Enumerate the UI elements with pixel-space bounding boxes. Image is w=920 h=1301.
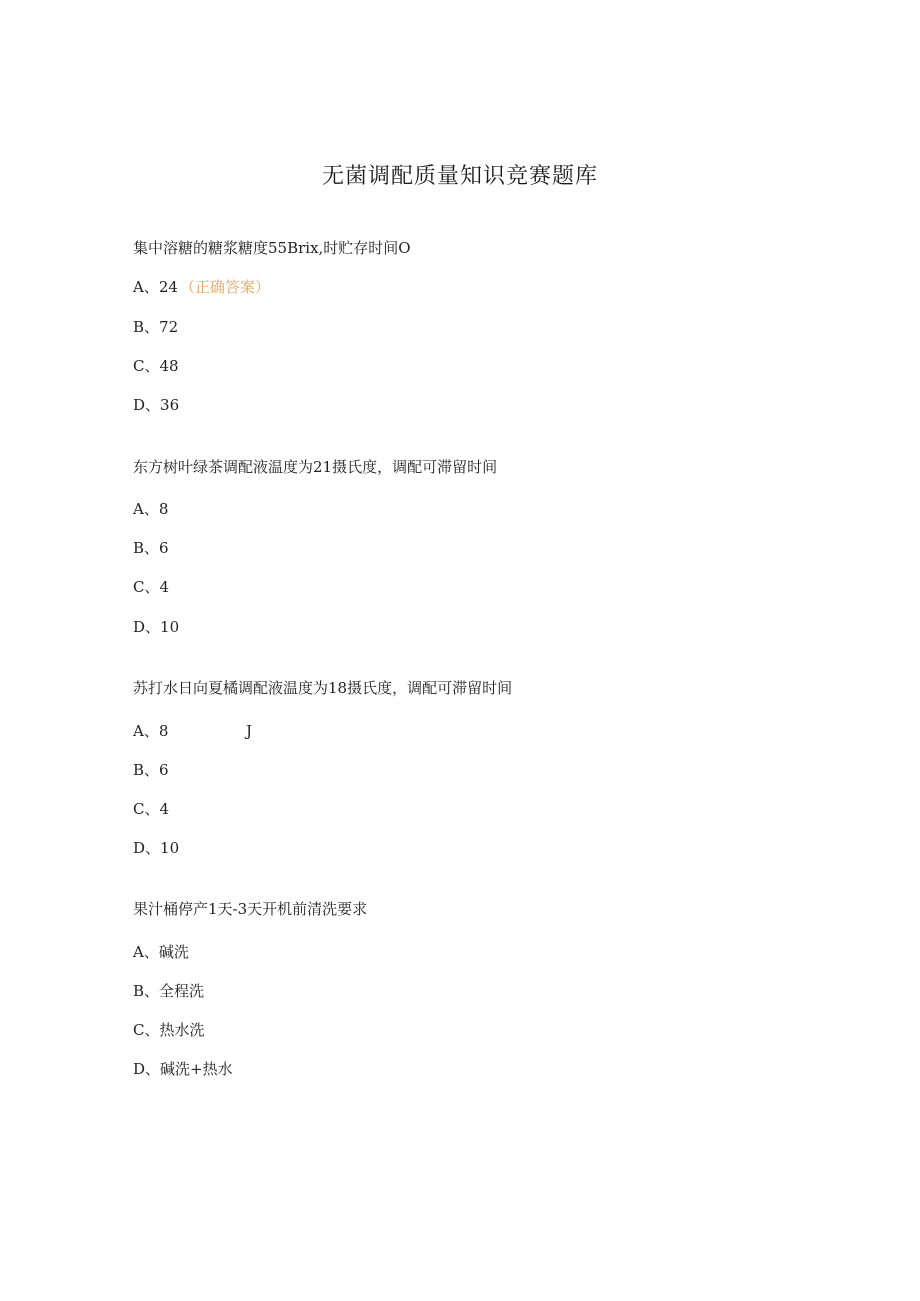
question-2-text: 东方树叶绿茶调配液温度为21摄氏度，调配可滞留时间 (133, 458, 498, 476)
question-2-option-a: A、8 (133, 500, 169, 518)
question-1-option-c: C、48 (133, 357, 179, 375)
option-label: A、24 (133, 278, 178, 296)
question-4-option-a: A、碱洗 (133, 943, 189, 961)
correct-answer-note: （正确答案） (179, 278, 270, 296)
question-3-text: 苏打水日向夏橘调配液温度为18摄氏度，调配可滞留时间 (133, 679, 513, 697)
question-3-option-c: C、4 (133, 800, 170, 818)
question-1-option-b: B、72 (133, 318, 179, 336)
question-3-option-b: B、6 (133, 761, 169, 779)
question-1-option-d: D、36 (133, 396, 180, 414)
question-2-option-b: B、6 (133, 539, 169, 557)
question-3-option-a: A、8 (133, 722, 169, 740)
question-4-option-c: C、热水洗 (133, 1021, 205, 1039)
stray-mark: J (246, 722, 253, 740)
question-2-option-c: C、4 (133, 578, 170, 596)
question-1-option-a (133, 277, 270, 297)
document-title: 无菌调配质量知识竞赛题库 (321, 164, 598, 189)
question-2-option-d: D、10 (133, 618, 180, 636)
question-4-option-b: B、全程洗 (133, 982, 205, 1000)
question-4-option-d: D、碱洗+热水 (133, 1060, 233, 1078)
question-1-text: 集中溶糖的糖浆糖度55Brix,时贮存时间O (133, 239, 411, 257)
question-4-text: 果汁桶停产1天-3天开机前清洗要求 (133, 900, 368, 918)
question-3-option-d: D、10 (133, 839, 180, 857)
